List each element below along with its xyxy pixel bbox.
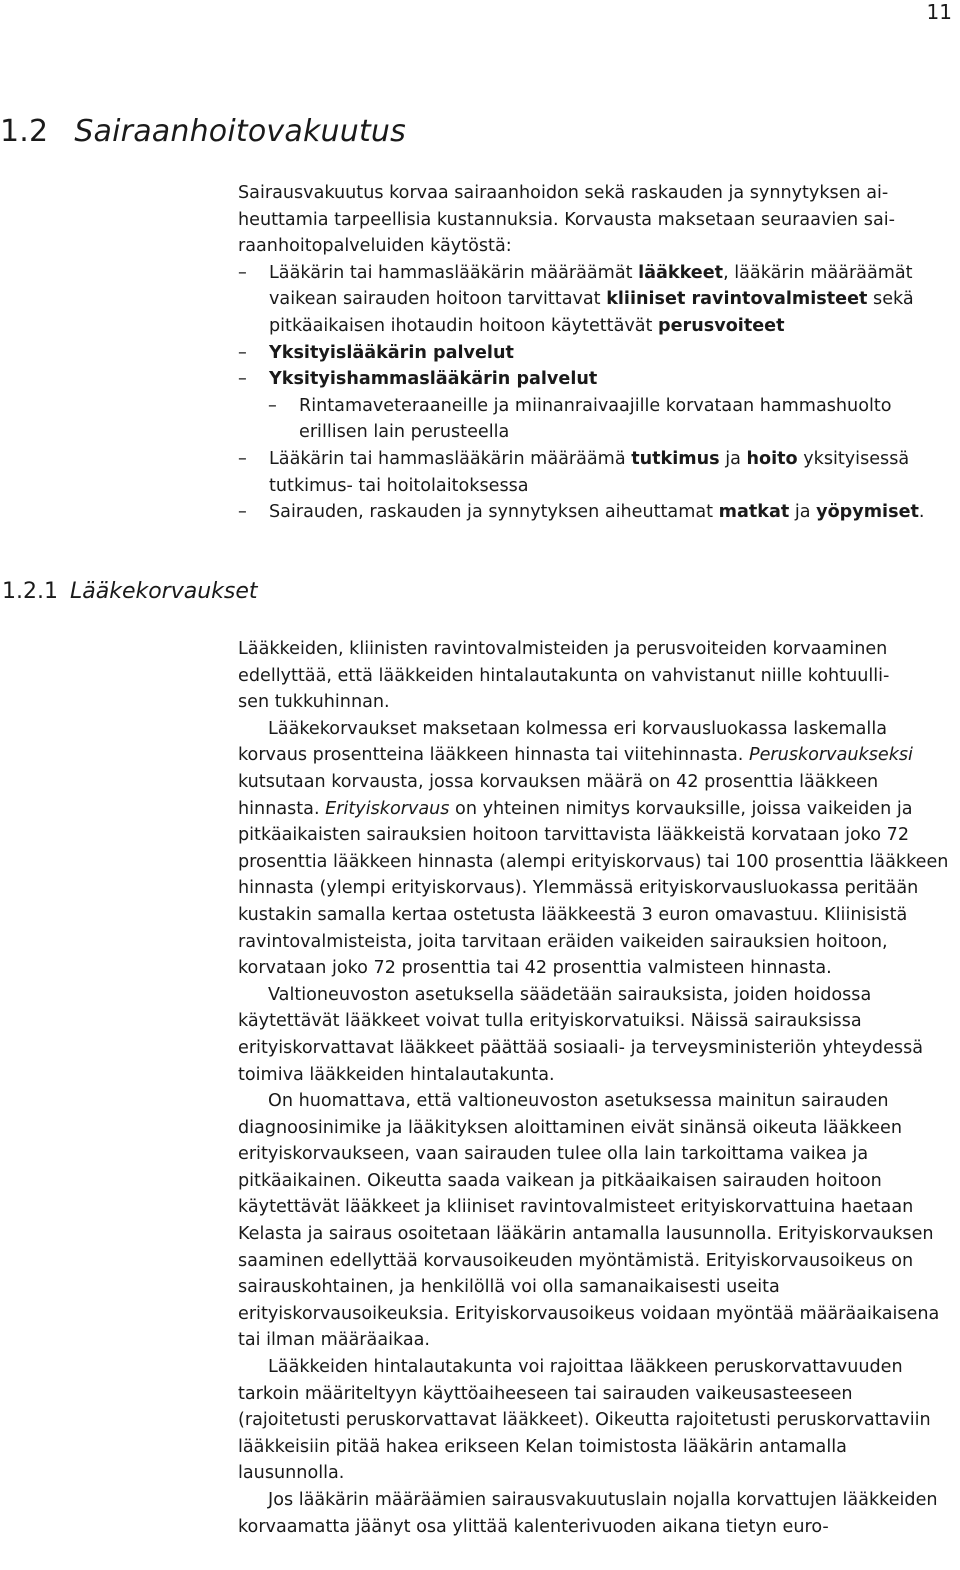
paragraph: Jos lääkärin määräämien sairausvakuutuslain nojalla korvattujen lääkkeiden korvaamatta jäänyt osa ylittää kalenterivuoden aikana tietyn euro- bbox=[238, 1490, 938, 1537]
body-text bbox=[238, 636, 950, 1540]
intro-line: Sairausvakuutus korvaa sairaanhoidon sekä raskauden ja synnytyksen ai- bbox=[238, 183, 889, 203]
sub-list-item: – Rintamaveteraaneille ja miinanraivaajille korvataan hammashuolto erillisen lain perusteella bbox=[238, 393, 950, 446]
list-item: – Sairauden, raskauden ja synnytyksen aiheuttamat matkat ja yöpymiset. bbox=[238, 499, 950, 526]
paragraph: On huomattava, että valtioneuvoston asetuksessa mainitun sairauden diagnoosinimike ja lääkityksen aloittaminen eivät sinänsä oikeuta lääkkeen erityiskorvaukseen, vaan sairauden tulee olla lain tarkoittama vaikea ja pitkäaikainen. Oikeutta saada vaikean ja pitkäaikaisen sairauden hoitoon käytettävät lääkkeet ja kliiniset ravintovalmisteet erityiskorvattuina haetaan Kelasta ja sairaus osoitetaan lääkärin antamalla lausunnolla. Erityiskorvauksen saaminen edellyttää korvausoikeuden myöntämistä. Erityiskorvausoikeus on sairauskohtainen, ja henkilöllä voi olla samanaikaisesti useita erityiskorvausoikeuksia. Erityiskorvausoikeus voidaan myöntää määräaikaisena tai ilman määräaikaa. bbox=[238, 1091, 940, 1351]
intro-paragraph bbox=[238, 180, 950, 260]
section-number: 1.2 bbox=[0, 114, 49, 149]
intro-line: heuttamia tarpeellisia kustannuksia. Korvausta maksetaan seuraavien sai- bbox=[238, 209, 895, 230]
subsection-heading bbox=[2, 579, 258, 604]
paragraph: Lääkekorvaukset maksetaan kolmessa eri korvausluokassa laskemalla korvaus prosentteina lääkkeen hinnasta tai viitehinnasta. Peruskorvaukseksi kutsutaan korvausta, jossa korvauksen määrä on 42 prosenttia lääkkeen hinnasta. Erityiskorvaus on yhteinen nimitys korvauksille, joissa vaikeiden ja pitkäaikaisten sairauksien hoitoon tarvittavista lääkkeistä korvataan joko 72 prosenttia lääkkeen hinnasta (alempi erityiskorvaus) tai 100 prosenttia lääkkeen hinnasta (ylempi erityiskorvaus). Ylemmässä erityiskorvausluokassa peritään kustakin samalla kertaa ostetusta lääkkeestä 3 euron omavastuu. Kliinisistä ravintovalmisteista, joita tarvitaan eräiden vaikeiden sairauksien hoitoon, korvataan joko 72 prosenttia tai 42 prosenttia valmisteen hinnasta. bbox=[238, 718, 949, 979]
paragraph: Lääkkeiden, kliinisten ravintovalmisteiden ja perusvoiteiden korvaaminen edellyttää, että lääkkeiden hintalautakunta on vahvistanut niille kohtuulli- sen tukkuhinnan. bbox=[238, 639, 890, 713]
intro-line: raanhoitopalveluiden käytöstä: bbox=[238, 236, 512, 257]
section-title: Sairaanhoitovakuutus bbox=[74, 114, 406, 149]
list-item: – Lääkärin tai hammaslääkärin määräämä tutkimus ja hoito yksityisessä tutkimus- tai hoitolaitoksessa bbox=[238, 446, 950, 499]
list-item: – Yksityishammaslääkärin palvelut bbox=[238, 366, 950, 393]
subsection-title: Lääkekorvaukset bbox=[69, 579, 258, 604]
paragraph: Valtioneuvoston asetuksella säädetään sairauksista, joiden hoidossa käytettävät lääkkeet voivat tulla erityiskorvatuiksi. Näissä sairauksissa erityiskorvattavat lääkkeet päättää sosiaali- ja terveysministeriön yhteydessä toimiva lääkkeiden hintalautakunta. bbox=[238, 984, 924, 1085]
intro-block bbox=[238, 180, 950, 526]
list-item: – Lääkärin tai hammaslääkärin määräämät lääkkeet, lääkärin määräämät vaikean sairauden hoitoon tarvittavat kliiniset ravintovalmisteet sekä pitkäaikaisen ihotaudin hoitoon käytettävät perusvoiteet bbox=[238, 260, 950, 340]
list-item: – Yksityislääkärin palvelut bbox=[238, 340, 950, 367]
subsection-number: 1.2.1 bbox=[2, 579, 58, 604]
paragraph: Lääkkeiden hintalautakunta voi rajoittaa lääkkeen peruskorvattavuuden tarkoin määriteltyyn käyttöaiheeseen tai sairauden vaikeusasteeseen (rajoitetusti peruskorvattavat lääkkeet). Oikeutta rajoitetusti peruskorvattaviin lääkkeisiin pitää hakea erikseen Kelan toimistosta lääkärin antamalla lausunnolla. bbox=[238, 1357, 931, 1484]
page-number: 11 bbox=[926, 0, 952, 24]
section-heading bbox=[0, 114, 406, 149]
